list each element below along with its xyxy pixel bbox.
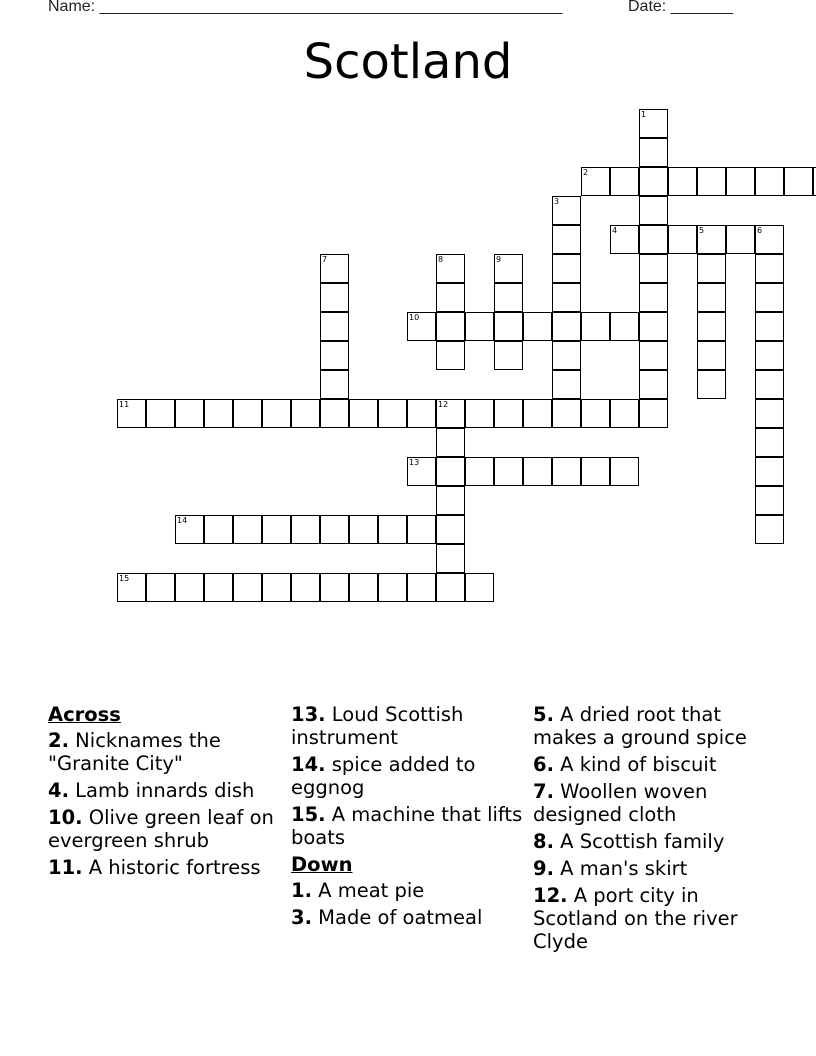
clue-item — [291, 803, 526, 849]
grid-cell[interactable] — [523, 399, 552, 428]
grid-cell[interactable] — [291, 573, 320, 602]
grid-cell[interactable] — [407, 573, 436, 602]
across-clue-list — [48, 729, 276, 879]
grid-cell[interactable] — [204, 573, 233, 602]
clue-item-number: 4. — [48, 779, 69, 802]
clue-number: 3 — [554, 197, 560, 206]
clue-item — [48, 856, 276, 879]
grid-cell[interactable] — [117, 573, 146, 602]
grid-cell[interactable] — [494, 283, 523, 312]
grid-cell[interactable] — [291, 515, 320, 544]
grid-cell[interactable] — [639, 399, 668, 428]
clue-item-number: 10. — [48, 806, 83, 829]
grid-cell[interactable] — [494, 341, 523, 370]
grid-cell[interactable] — [349, 515, 378, 544]
grid-cell[interactable] — [291, 399, 320, 428]
clue-item — [48, 806, 276, 852]
grid-cell[interactable] — [755, 167, 784, 196]
grid-cell[interactable] — [233, 515, 262, 544]
grid-cell[interactable] — [755, 225, 784, 254]
clue-number: 9 — [496, 255, 502, 264]
grid-cell[interactable] — [697, 167, 726, 196]
clue-item-text: A meat pie — [311, 879, 425, 902]
grid-cell[interactable] — [552, 399, 581, 428]
clue-number: 8 — [438, 255, 444, 264]
grid-cell[interactable] — [726, 167, 755, 196]
grid-cell[interactable] — [697, 312, 726, 341]
grid-cell[interactable] — [320, 399, 349, 428]
grid-cell[interactable] — [755, 486, 784, 515]
grid-cell[interactable] — [755, 254, 784, 283]
grid-cell[interactable] — [320, 254, 349, 283]
date-field-label: Date: _______ — [628, 0, 733, 15]
grid-cell[interactable] — [552, 283, 581, 312]
clue-item — [533, 830, 773, 853]
grid-cell[interactable] — [436, 254, 465, 283]
clues-column-3 — [533, 703, 773, 957]
grid-cell[interactable] — [581, 457, 610, 486]
clue-number: 5 — [699, 226, 705, 235]
clue-item-number: 15. — [291, 803, 326, 826]
across-heading: Across — [48, 703, 121, 726]
clue-item-number: 6. — [533, 753, 554, 776]
clue-item-number: 14. — [291, 753, 326, 776]
clue-item-number: 8. — [533, 830, 554, 853]
grid-cell[interactable] — [262, 573, 291, 602]
grid-cell[interactable] — [610, 399, 639, 428]
grid-cell[interactable] — [146, 573, 175, 602]
grid-cell[interactable] — [320, 341, 349, 370]
grid-cell[interactable] — [639, 283, 668, 312]
grid-cell[interactable] — [755, 399, 784, 428]
clue-item-text: A man's skirt — [553, 857, 688, 880]
grid-cell[interactable] — [436, 573, 465, 602]
grid-cell[interactable] — [610, 167, 639, 196]
clue-item-text: A historic fortress — [82, 856, 261, 879]
clue-item — [291, 753, 526, 799]
clue-item-text: Lamb innards dish — [68, 779, 255, 802]
clue-item-text: A machine that lifts boats — [291, 803, 523, 849]
grid-cell[interactable] — [697, 225, 726, 254]
down-clue-list-continued — [533, 703, 773, 953]
grid-cell[interactable] — [378, 573, 407, 602]
clue-number: 14 — [177, 516, 188, 525]
grid-cell[interactable] — [755, 283, 784, 312]
grid-cell[interactable] — [494, 399, 523, 428]
grid-cell[interactable] — [436, 341, 465, 370]
grid-cell[interactable] — [639, 167, 668, 196]
grid-cell[interactable] — [523, 312, 552, 341]
grid-cell[interactable] — [436, 544, 465, 573]
clue-number: 1 — [641, 110, 647, 119]
grid-cell[interactable] — [349, 399, 378, 428]
grid-cell[interactable] — [465, 399, 494, 428]
grid-cell[interactable] — [233, 399, 262, 428]
grid-cell[interactable] — [494, 312, 523, 341]
clue-item-number: 11. — [48, 856, 83, 879]
clues-column-2 — [291, 703, 526, 933]
clue-item — [291, 879, 526, 902]
clue-item-text: Olive green leaf on evergreen shrub — [48, 806, 274, 852]
grid-cell[interactable] — [639, 138, 668, 167]
grid-cell[interactable] — [204, 399, 233, 428]
grid-cell[interactable] — [175, 573, 204, 602]
grid-cell[interactable] — [581, 312, 610, 341]
grid-cell[interactable] — [494, 457, 523, 486]
grid-cell[interactable] — [755, 428, 784, 457]
grid-cell[interactable] — [436, 283, 465, 312]
clue-item-number: 12. — [533, 884, 568, 907]
clue-item-text: A dried root that makes a ground spice — [533, 703, 747, 749]
clue-item-text: Made of oatmeal — [311, 906, 483, 929]
clue-item-text: A kind of biscuit — [553, 753, 717, 776]
grid-cell[interactable] — [465, 312, 494, 341]
name-field-label: Name: ____________________________________________________ — [48, 0, 563, 15]
grid-cell[interactable] — [320, 312, 349, 341]
grid-cell[interactable] — [552, 225, 581, 254]
clue-item-text: Nicknames the "Granite City" — [48, 729, 221, 775]
grid-cell[interactable] — [755, 341, 784, 370]
grid-cell[interactable] — [668, 167, 697, 196]
grid-cell[interactable] — [697, 283, 726, 312]
grid-cell[interactable] — [552, 341, 581, 370]
grid-cell[interactable] — [552, 254, 581, 283]
grid-cell[interactable] — [233, 573, 262, 602]
clue-item — [48, 779, 276, 802]
grid-cell[interactable] — [552, 312, 581, 341]
grid-cell[interactable] — [378, 399, 407, 428]
clue-item-number: 1. — [291, 879, 312, 902]
grid-cell[interactable] — [262, 515, 291, 544]
clue-number: 2 — [583, 168, 589, 177]
grid-cell[interactable] — [726, 225, 755, 254]
clue-number: 6 — [757, 226, 763, 235]
grid-cell[interactable] — [175, 399, 204, 428]
grid-cell[interactable] — [697, 254, 726, 283]
grid-cell[interactable] — [378, 515, 407, 544]
clue-item-number: 3. — [291, 906, 312, 929]
grid-cell[interactable] — [552, 196, 581, 225]
down-clue-list — [291, 879, 526, 929]
grid-cell[interactable] — [407, 515, 436, 544]
clue-item-number: 7. — [533, 780, 554, 803]
worksheet-header — [48, 0, 733, 16]
clue-item-text: Woollen woven designed cloth — [533, 780, 708, 826]
grid-cell[interactable] — [755, 370, 784, 399]
grid-cell[interactable] — [697, 370, 726, 399]
clues-column-1 — [48, 703, 276, 883]
grid-cell[interactable] — [436, 486, 465, 515]
grid-cell[interactable] — [668, 225, 697, 254]
clue-item-text: A Scottish family — [553, 830, 725, 853]
grid-cell[interactable] — [465, 457, 494, 486]
clue-number: 10 — [409, 313, 420, 322]
grid-cell[interactable] — [175, 515, 204, 544]
clue-item-number: 13. — [291, 703, 326, 726]
grid-cell[interactable] — [523, 457, 552, 486]
grid-cell[interactable] — [755, 515, 784, 544]
puzzle-title: Scotland — [303, 34, 513, 90]
clue-item-text: A port city in Scotland on the river Clyde — [533, 884, 738, 953]
clue-number: 11 — [119, 400, 130, 409]
grid-cell[interactable] — [320, 370, 349, 399]
grid-cell[interactable] — [436, 457, 465, 486]
grid-cell[interactable] — [639, 225, 668, 254]
grid-cell[interactable] — [552, 457, 581, 486]
grid-cell[interactable] — [610, 225, 639, 254]
grid-cell[interactable] — [610, 312, 639, 341]
clue-item — [533, 884, 773, 953]
grid-cell[interactable] — [204, 515, 233, 544]
clue-item — [533, 857, 773, 880]
grid-cell[interactable] — [436, 515, 465, 544]
clue-number: 13 — [409, 458, 420, 467]
grid-cell[interactable] — [784, 167, 813, 196]
down-heading: Down — [291, 853, 353, 876]
clue-item-text: Loud Scottish instrument — [291, 703, 464, 749]
grid-cell[interactable] — [610, 457, 639, 486]
clue-item — [533, 780, 773, 826]
grid-cell[interactable] — [320, 515, 349, 544]
grid-cell[interactable] — [639, 341, 668, 370]
grid-cell[interactable] — [117, 399, 146, 428]
grid-cell[interactable] — [639, 196, 668, 225]
grid-cell[interactable] — [407, 312, 436, 341]
clue-item-number: 2. — [48, 729, 69, 752]
grid-cell[interactable] — [639, 312, 668, 341]
clue-number: 12 — [438, 400, 449, 409]
grid-cell[interactable] — [146, 399, 175, 428]
grid-cell[interactable] — [465, 573, 494, 602]
grid-cell[interactable] — [755, 457, 784, 486]
clue-item — [533, 753, 773, 776]
grid-cell[interactable] — [262, 399, 291, 428]
grid-cell[interactable] — [581, 167, 610, 196]
grid-cell[interactable] — [407, 399, 436, 428]
clue-item — [291, 703, 526, 749]
clue-item — [533, 703, 773, 749]
clue-item-text: spice added to eggnog — [291, 753, 476, 799]
grid-cell[interactable] — [755, 312, 784, 341]
grid-cell[interactable] — [436, 399, 465, 428]
grid-cell[interactable] — [320, 573, 349, 602]
grid-cell[interactable] — [639, 370, 668, 399]
grid-cell[interactable] — [407, 457, 436, 486]
grid-cell[interactable] — [349, 573, 378, 602]
grid-cell[interactable] — [581, 399, 610, 428]
clue-number: 7 — [322, 255, 328, 264]
clue-item — [48, 729, 276, 775]
grid-cell[interactable] — [552, 370, 581, 399]
clue-number: 15 — [119, 574, 130, 583]
grid-cell[interactable] — [436, 428, 465, 457]
clue-item-number: 5. — [533, 703, 554, 726]
grid-cell[interactable] — [436, 312, 465, 341]
grid-cell[interactable] — [697, 341, 726, 370]
grid-cell[interactable] — [494, 254, 523, 283]
clue-item — [291, 906, 526, 929]
grid-cell[interactable] — [639, 109, 668, 138]
clue-item-number: 9. — [533, 857, 554, 880]
grid-cell[interactable] — [639, 254, 668, 283]
clue-number: 4 — [612, 226, 618, 235]
across-clue-list-continued — [291, 703, 526, 849]
grid-cell[interactable] — [320, 283, 349, 312]
